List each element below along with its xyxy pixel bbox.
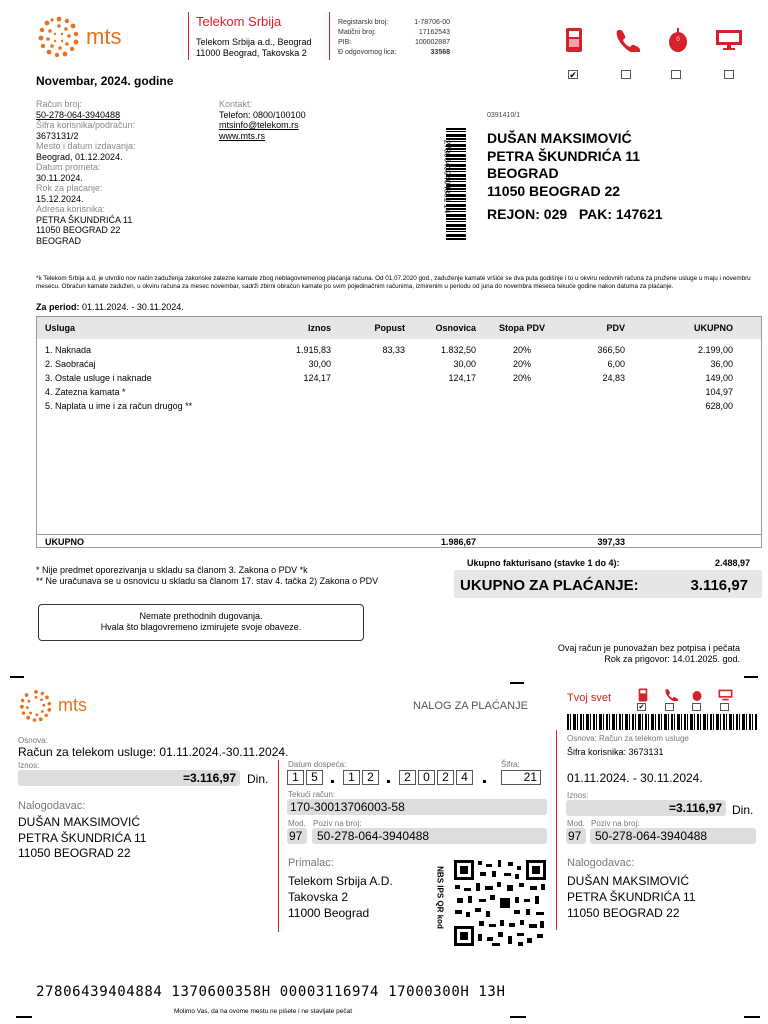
table-cell: 124,17 <box>448 373 476 383</box>
due-date-digit[interactable]: 2 <box>399 770 416 785</box>
col-osnovica: Osnovica <box>435 323 476 333</box>
col-pdv: PDV <box>606 323 625 333</box>
cut-mark <box>510 682 524 684</box>
due-date-digit[interactable]: 0 <box>418 770 435 785</box>
nalogodavac-line: 11050 BEOGRAD 22 <box>18 846 131 860</box>
right-period: 01.11.2024. - 30.11.2024. <box>567 771 703 785</box>
mod-label: Mod. <box>288 819 306 828</box>
slip-barcode <box>567 714 757 730</box>
slip-mts-logo <box>18 688 108 724</box>
header-divider <box>188 12 189 60</box>
recipient-code: 0391410/1 <box>487 112 521 119</box>
recipient-postal: 11050 BEOGRAD 22 <box>487 182 621 199</box>
sifra-korisnika: 3673131/2 <box>36 130 79 141</box>
validity-line: Ovaj račun je punovažan bez potpisa i pečata <box>557 643 740 653</box>
poziv-label: Poziv na broj: <box>313 819 362 828</box>
barcode-number: 27806439404881 14 <box>442 139 452 214</box>
no-debt-message <box>38 604 364 641</box>
date-separator <box>331 780 334 783</box>
svg-text:0: 0 <box>676 37 680 43</box>
table-cell: 36,00 <box>710 359 733 369</box>
datum-prometa: 30.11.2024. <box>36 172 83 183</box>
slip-divider-right <box>556 730 557 930</box>
service-checkbox[interactable]: ✔ <box>569 70 577 80</box>
slip-service-checkbox[interactable] <box>665 703 674 711</box>
slip-title: NALOG ZA PLAĆANJE <box>413 700 528 712</box>
fakturisano-label: Ukupno fakturisano (stavke 1 do 4): <box>467 558 620 568</box>
validity-line: Rok za prigovor: 14.01.2025. god. <box>604 654 740 664</box>
interest-notice: *k Telekom Srbija a.d, je utvrdio nov način zaduženja zakonske zatezne kamate zbog neblagovremenog plaćanja računa. Od 01.07.2020 god., zaduženje kamate vršiće se dva puta godišnje i to u okviru redovnih računa za pružene usluge u maju i novembru mesecu. Obračun kamate zadužen, u okviru računa za mesec novembar, sadrži zbirni obračun kamate po svim pojedinačnim računima, izmirenim u periodu od juna do novembra meseca tekuće godine nakon datuma za plaćanje. <box>36 275 751 290</box>
cut-mark <box>744 676 758 678</box>
footnotes <box>36 565 378 586</box>
mod-value: 97 <box>289 829 303 843</box>
recipient-street: PETRA ŠKUNDRIĆA 11 <box>487 147 640 164</box>
nalogodavac-line: PETRA ŠKUNDRIĆA 11 <box>18 830 147 845</box>
contact-web[interactable]: www.mts.rs <box>219 130 265 141</box>
right-poziv-label: Poziv na broj: <box>591 819 640 828</box>
slip-logo-text: mts <box>58 695 87 715</box>
label-adresa: Adresa korisnika: <box>36 204 106 214</box>
table-cell: 20% <box>512 373 531 383</box>
total-payment-value: 3.116,97 <box>690 577 748 594</box>
registry-labels <box>338 18 396 58</box>
total-payment-box <box>454 570 762 598</box>
total-osnovica: 1.986,67 <box>440 537 476 547</box>
right-iznos-currency: Din. <box>732 803 754 817</box>
date-separator <box>483 780 486 783</box>
slip-service-checkbox[interactable]: ✔ <box>638 704 645 711</box>
mts-logo <box>36 14 146 60</box>
reg-value: 17162543 <box>418 29 450 36</box>
right-mod-value: 97 <box>568 829 582 843</box>
right-nalogodavac-label: Nalogodavac: <box>567 857 635 869</box>
za-period <box>36 302 184 312</box>
label-racun-broj: Račun broj: <box>36 99 83 109</box>
contact-label: Kontakt: <box>219 99 253 109</box>
internet-modem-icon <box>668 27 688 58</box>
right-poziv-value: 50-278-064-3940488 <box>595 829 708 843</box>
services-table <box>36 316 762 548</box>
tekuci-label: Tekući račun: <box>288 790 336 799</box>
col-popust: Popust <box>374 323 405 333</box>
reg-value: 100002887 <box>414 39 450 46</box>
col-iznos: Iznos <box>307 323 331 333</box>
reg-label: Matični broj: <box>338 29 376 36</box>
rok-placanja: 15.12.2024. <box>36 193 84 204</box>
tv-monitor-icon <box>715 29 743 56</box>
service-checkbox[interactable] <box>621 70 631 79</box>
due-date-digit[interactable]: 4 <box>456 770 473 785</box>
table-cell: 4. Zatezna kamata * <box>45 387 126 397</box>
adresa-line: BEOGRAD <box>36 235 82 246</box>
poziv-value: 50-278-064-3940488 <box>317 829 430 843</box>
racun-broj: 50-278-064-3940488 <box>36 109 121 120</box>
ips-qr-code[interactable] <box>452 858 548 948</box>
table-cell: 3. Ostale usluge i naknade <box>45 373 152 383</box>
right-nalogodavac-line: PETRA ŠKUNDRIĆA 11 <box>567 890 696 904</box>
right-nalogodavac-line: 11050 BEOGRAD 22 <box>567 906 680 920</box>
table-cell: 24,83 <box>602 373 625 383</box>
reg-value: 1-78706-00 <box>414 19 450 26</box>
tvoj-svet: Tvoj svet <box>567 692 612 704</box>
contact-phone: Telefon: 0800/100100 <box>219 109 306 120</box>
slip-logo-mark <box>18 688 54 724</box>
table-cell: 30,00 <box>308 359 331 369</box>
datum-label: Datum dospeća: <box>288 760 347 769</box>
message-line: Nemate prethodnih dugovanja. <box>139 611 263 621</box>
billing-period-title: Novembar, 2024. godine <box>36 74 174 88</box>
iznos-label: Iznos: <box>18 761 40 770</box>
col-ukupno: UKUPNO <box>693 323 733 333</box>
table-cell: 5. Naplata u ime i za račun drugog ** <box>45 401 193 411</box>
table-cell: 1.832,50 <box>440 345 476 355</box>
right-nalogodavac <box>567 873 695 921</box>
contact-block <box>219 99 306 141</box>
sifra-placanja-field[interactable]: 21 <box>501 770 541 785</box>
table-cell: 30,00 <box>453 359 476 369</box>
reg-label: Ð odgovornog lica: <box>338 49 397 56</box>
ocr-scan-line: 27806439404884 1370600358H 00003116974 17000300H 13H <box>36 984 506 1000</box>
slip-service-checkbox[interactable] <box>692 703 701 711</box>
table-cell: 20% <box>512 345 531 355</box>
table-cell: 83,33 <box>382 345 405 355</box>
sifra-label: Šifra: <box>501 760 520 769</box>
za-period-label: Za period: <box>36 302 80 312</box>
adresa-line: 11050 BEOGRAD 22 <box>36 225 121 235</box>
iznos-value: =3.116,97 <box>182 771 236 785</box>
mts-logo-mark <box>36 14 82 60</box>
message-line: Hvala što blagovremeno izmirujete svoje obaveze. <box>100 622 302 632</box>
footnote: ** Ne uračunava se u osnovicu u skladu sa članom 17. stav 4. tačka 2) Zakona o PDV <box>36 575 379 586</box>
label-rok: Rok za plaćanje: <box>36 183 103 193</box>
right-osnova: Osnova: Račun za telekom usluge <box>567 734 689 743</box>
right-mod-label: Mod. <box>567 819 585 828</box>
col-usluga: Usluga <box>45 323 76 333</box>
header-divider-2 <box>329 12 330 60</box>
due-date-digit[interactable]: 2 <box>362 770 379 785</box>
iznos-currency: Din. <box>247 772 269 786</box>
mts-logo-text: mts <box>86 24 122 49</box>
validity-note <box>450 643 740 665</box>
mesto-datum: Beograd, 01.12.2024. <box>36 151 123 162</box>
table-cell: 20% <box>512 359 531 369</box>
due-date-digit[interactable]: 1 <box>287 770 304 785</box>
cut-mark <box>16 1016 32 1018</box>
primalac-line: Telekom Srbija A.D. <box>288 874 393 888</box>
primalac-line: Takovska 2 <box>288 890 349 904</box>
primalac-line: 11000 Beograd <box>288 906 370 920</box>
fakturisano-value: 2.488,97 <box>714 558 750 568</box>
label-datum-prometa: Datum prometa: <box>36 162 101 172</box>
nalogodavac-label: Nalogodavac: <box>18 800 86 812</box>
osnova-label: Osnova: <box>18 736 48 745</box>
landline-phone-icon <box>614 28 640 57</box>
table-cell: 124,17 <box>303 373 331 383</box>
recipient-address <box>487 130 663 224</box>
company-line1: Telekom Srbija a.d., Beograd <box>196 37 312 47</box>
right-sifra: Šifra korisnika: 3673131 <box>567 747 664 757</box>
company-name: Telekom Srbija <box>196 14 282 29</box>
recipient-city: BEOGRAD <box>487 165 559 181</box>
registry-values <box>400 18 450 58</box>
table-cell: 104,97 <box>705 387 733 397</box>
right-nalogodavac-line: DUŠAN MAKSIMOVIĆ <box>567 874 690 888</box>
mobile-phone-icon <box>565 27 583 58</box>
table-cell: 2.199,00 <box>697 345 733 355</box>
slip-divider <box>278 760 279 932</box>
company-line2: 11000 Beograd, Takovska 2 <box>196 48 307 58</box>
bottom-note: Molimo Vas, da na ovome mestu ne pišete i ne stavljate pečat <box>174 1008 353 1015</box>
osnova-value: Račun za telekom usluge: 01.11.2024.-30.11.2024. <box>18 745 289 759</box>
total-payment-label: UKUPNO ZA PLAĆANJE: <box>460 577 639 594</box>
slip-service-checkbox[interactable] <box>720 703 729 711</box>
due-date-digit[interactable]: 1 <box>343 770 360 785</box>
nalogodavac-line: DUŠAN MAKSIMOVIĆ <box>18 815 141 829</box>
table-cell: 1. Naknada <box>45 345 92 355</box>
total-pdv: 397,33 <box>597 537 625 547</box>
za-period-value: 01.11.2024. - 30.11.2024. <box>82 302 184 312</box>
service-checkbox[interactable] <box>724 70 734 79</box>
recipient-name: DUŠAN MAKSIMOVIĆ <box>487 130 632 146</box>
reg-label: Registarski broj: <box>338 19 389 26</box>
primalac-label: Primalac: <box>288 857 334 869</box>
invoice-details <box>36 99 216 246</box>
table-cell: 6,00 <box>607 359 625 369</box>
qr-label: NBS IPS QR kod <box>435 866 445 929</box>
right-iznos-value: =3.116,97 <box>668 801 722 815</box>
service-checkbox[interactable] <box>671 70 681 79</box>
adresa-line: PETRA ŠKUNDRIĆA 11 <box>36 214 133 225</box>
table-cell: 1.915,83 <box>295 345 331 355</box>
label-mesto: Mesto i datum izdavanja: <box>36 141 136 151</box>
table-cell: 366,50 <box>597 345 625 355</box>
footnote: * Nije predmet oporezivanja u skladu sa članom 3. Zakona o PDV *k <box>36 565 308 575</box>
reg-label: PIB: <box>338 39 352 46</box>
due-date-digit[interactable]: 2 <box>437 770 454 785</box>
table-cell: 2. Saobraćaj <box>45 359 96 369</box>
recipient-rejon: REJON: 029 PAK: 147621 <box>487 206 663 222</box>
cut-mark <box>510 1016 526 1018</box>
right-iznos-label: Iznos: <box>567 791 589 800</box>
cut-mark <box>10 676 24 678</box>
col-stopa-pdv: Stopa PDV <box>498 323 545 333</box>
contact-email[interactable]: mtsinfo@telekom.rs <box>219 120 299 130</box>
nalogodavac <box>18 815 146 862</box>
reg-value: 33568 <box>430 49 450 56</box>
due-date-digit[interactable]: 5 <box>306 770 323 785</box>
primalac <box>288 873 393 921</box>
cut-mark <box>744 1016 760 1018</box>
total-label: UKUPNO <box>45 537 85 547</box>
label-sifra: Šifra korisnika/podračun: <box>36 120 136 130</box>
date-separator <box>387 780 390 783</box>
table-cell: 149,00 <box>705 373 733 383</box>
table-cell: 628,00 <box>705 401 733 411</box>
tekuci-value: 170-30013706003-58 <box>290 800 405 814</box>
